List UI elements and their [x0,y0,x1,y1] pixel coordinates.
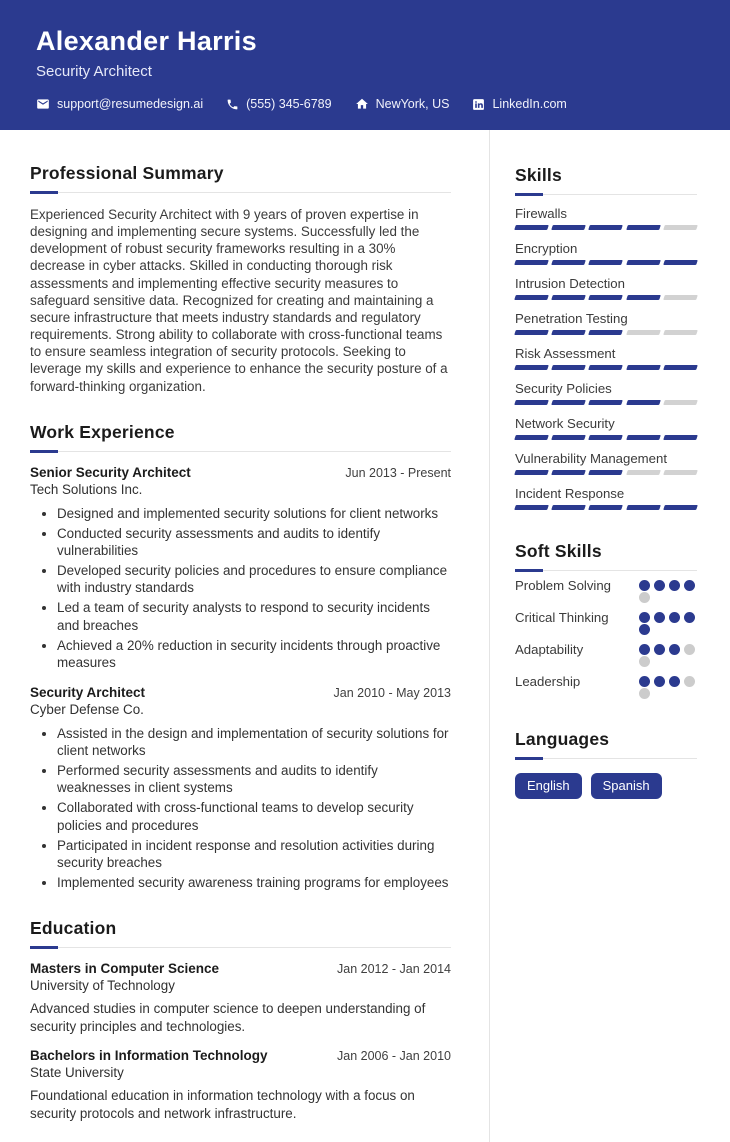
contact-row [36,97,694,111]
skill-label: Firewalls [515,205,568,221]
skill-bar-segment [589,435,624,440]
skill-bar-segment [663,400,698,405]
education-dates: Jan 2012 - Jan 2014 [337,962,451,977]
skill-bar [515,435,697,440]
education-dates: Jan 2006 - Jan 2010 [337,1049,451,1064]
contact-phone-text: (555) 345-6789 [246,97,332,111]
skill-bar [515,225,697,230]
soft-skill-label: Adaptability [515,642,584,657]
skill-bar-segment [551,295,586,300]
education-entry [30,961,451,1035]
education-header [30,1048,451,1063]
soft-skill-dot [639,644,650,655]
skill-bar-segment [514,505,549,510]
soft-skill-dot [639,688,650,699]
job-header [30,685,451,700]
job-entry [30,685,451,892]
soft-skill-dot [669,612,680,623]
contact-location-text: NewYork, US [375,97,450,111]
soft-skill-dots [639,641,697,667]
job-bullet: • Implemented security awareness training programs for employees [57,874,451,891]
job-bullet: • Developed security policies and procedures to ensure compliance with industry standards [57,562,451,597]
languages-heading: Languages [515,729,610,749]
job-title: Security Architect [30,684,146,700]
skill-item [515,486,697,511]
skill-bar-segment [589,470,624,475]
job-bullet-list [30,725,451,892]
contact-linkedin-text: LinkedIn.com [492,97,567,111]
linkedin-icon [472,98,485,111]
soft-skill-dot [639,612,650,623]
skill-bar-segment [514,435,549,440]
section-work-experience [30,422,451,892]
section-professional-summary [30,163,451,395]
skill-bar [515,260,697,265]
contact-location[interactable] [355,97,450,111]
soft-skill-label: Problem Solving [515,578,612,593]
person-job-title: Security Architect [36,63,152,80]
skill-label: Security Policies [515,380,612,396]
job-bullet: • Collaborated with cross-functional teams to develop security policies and procedures [57,799,451,834]
skill-label: Risk Assessment [515,345,616,361]
skill-bar-segment [663,365,698,370]
skill-bar-segment [663,295,698,300]
job-company: Cyber Defense Co. [30,701,144,717]
section-languages [515,729,697,799]
language-badge: English [515,773,582,799]
soft-skill-dot [639,624,650,635]
contact-email-text: support@resumedesign.ai [57,97,204,111]
education-heading: Education [30,918,117,939]
soft-skill-item [515,673,697,699]
soft-skill-label: Leadership [515,674,581,689]
soft-skill-dot [669,644,680,655]
email-icon [36,97,50,111]
skill-label: Penetration Testing [515,310,628,326]
soft-skill-dots [639,609,697,635]
soft-skill-dot [654,644,665,655]
education-entry [30,1048,451,1122]
skill-bar-segment [626,330,661,335]
skill-item [515,451,697,476]
soft-skill-dot [639,656,650,667]
job-dates: Jun 2013 - Present [345,465,451,480]
skill-bar-segment [663,505,698,510]
skill-item [515,416,697,441]
degree-title: Masters in Computer Science [30,961,220,977]
skill-bar-segment [589,365,624,370]
skill-label: Encryption [515,240,578,256]
job-bullet: • Designed and implemented security solutions for client networks [57,505,451,522]
soft-skill-dot [684,580,695,591]
skill-bar-segment [626,295,661,300]
section-divider [515,193,697,195]
degree-title: Bachelors in Information Technology [30,1048,268,1064]
job-entry [30,465,451,672]
summary-text: Experienced Security Architect with 9 years of proven expertise in designing and implementing secure systems. Successfully led the development of robust security frameworks resulting in a 30% decrease in cyber attacks. Skilled in conducting thorough risk assessments and implementing effective security measures to safeguard sensitive data. Recognized for creating and maintaining a secure infrastructure that meets industry standards and regulatory requirements. Strong ability to collaborate with cross-functional teams to ensure seamless integration of security protocols. Seeking to leverage my skills and experience to enhance the security posture of a forward-thinking organization. [30,207,448,394]
skill-bar-segment [626,365,661,370]
soft-skill-dot [684,644,695,655]
soft-skill-dot [654,580,665,591]
skill-bar [515,330,697,335]
job-bullet: • Participated in incident response and resolution activities during security breaches [57,837,451,872]
skill-bar-segment [589,295,624,300]
skill-item [515,381,697,406]
job-bullet: • Assisted in the design and implementation of security solutions for client networks [57,725,451,760]
summary-heading: Professional Summary [30,163,224,183]
skill-bar-segment [514,225,549,230]
job-bullet: • Led a team of security analysts to respond to security incidents and breaches [57,599,451,634]
skill-bar-segment [626,505,661,510]
skill-bar [515,295,697,300]
resume-header [0,0,730,130]
skill-label: Intrusion Detection [515,275,625,291]
skill-bar-segment [551,330,586,335]
skill-bar [515,470,697,475]
language-badge: Spanish [591,773,662,799]
skills-heading: Skills [515,165,562,185]
contact-email[interactable] [36,97,203,111]
soft-skill-dot [684,676,695,687]
skill-bar-segment [663,260,698,265]
soft-skill-label: Critical Thinking [515,610,609,625]
skill-label: Network Security [515,415,615,431]
skill-bar-segment [589,260,624,265]
soft-skill-dots [639,673,697,699]
skill-bar-segment [514,260,549,265]
section-skills [515,165,697,510]
soft-skill-dot [669,580,680,591]
skill-bar-segment [514,330,549,335]
section-education [30,918,451,1122]
job-bullet: • Achieved a 20% reduction in security incidents through proactive measures [57,637,451,672]
sidebar-column [490,130,730,1142]
skill-bar-segment [626,435,661,440]
skill-bar-segment [663,435,698,440]
skill-item [515,276,697,301]
skill-bar-segment [626,225,661,230]
skill-bar-segment [589,225,624,230]
skill-item [515,311,697,336]
job-company: Tech Solutions Inc. [30,481,143,497]
soft-skill-dot [639,592,650,603]
skill-bar-segment [551,260,586,265]
skill-bar-segment [514,295,549,300]
soft-skill-dot [654,676,665,687]
skill-bar-segment [551,225,586,230]
section-divider [515,757,697,759]
job-bullet: • Performed security assessments and audits to identify weaknesses in client systems [57,762,451,797]
education-description: Foundational education in information technology with a focus on security protocols and network infrastructure. [30,1088,415,1121]
skill-bar-segment [551,470,586,475]
job-title: Senior Security Architect [30,464,191,480]
section-divider [30,191,451,193]
skill-bar-segment [626,260,661,265]
skill-item [515,346,697,371]
language-badges [515,773,697,799]
education-description: Advanced studies in computer science to deepen understanding of security principles and technologies. [30,1001,426,1034]
soft-skill-item [515,609,697,635]
main-column [0,130,490,1142]
skill-bar-segment [514,400,549,405]
contact-linkedin[interactable] [472,97,566,111]
person-name: Alexander Harris [36,26,257,56]
section-soft-skills [515,541,697,699]
soft-skill-dots [639,577,697,603]
skill-bar-segment [514,365,549,370]
skill-bar-segment [626,470,661,475]
home-icon [355,97,369,111]
soft-skills-heading: Soft Skills [515,541,602,561]
skill-item [515,241,697,266]
job-bullet-list [30,505,451,672]
job-header [30,465,451,480]
section-divider [30,946,451,948]
skill-bar-segment [551,435,586,440]
skill-bar-segment [663,225,698,230]
soft-skill-dot [654,612,665,623]
skill-bar-segment [663,470,698,475]
skill-bar-segment [589,505,624,510]
soft-skill-item [515,641,697,667]
section-divider [30,450,451,452]
skill-bar-segment [626,400,661,405]
skill-bar-segment [589,400,624,405]
skill-bar-segment [551,505,586,510]
phone-icon [226,98,239,111]
skill-label: Vulnerability Management [515,450,667,466]
section-divider [515,569,697,571]
resume-body [0,130,730,1142]
soft-skill-dot [684,612,695,623]
job-dates: Jan 2010 - May 2013 [333,685,451,700]
skill-bar [515,400,697,405]
contact-phone[interactable] [226,97,331,111]
job-bullet: • Conducted security assessments and audits to identify vulnerabilities [57,525,451,560]
skill-bar-segment [514,470,549,475]
skill-bar-segment [589,330,624,335]
education-header [30,961,451,976]
skill-bar [515,505,697,510]
school-name: University of Technology [30,978,175,994]
experience-heading: Work Experience [30,421,175,442]
soft-skill-item [515,577,697,603]
soft-skill-dot [639,676,650,687]
skill-bar [515,365,697,370]
skill-bar-segment [663,330,698,335]
skill-bar-segment [551,400,586,405]
school-name: State University [30,1065,124,1081]
skill-label: Incident Response [515,485,625,501]
soft-skill-dot [639,580,650,591]
skill-item [515,206,697,231]
soft-skill-dot [669,676,680,687]
skill-bar-segment [551,365,586,370]
